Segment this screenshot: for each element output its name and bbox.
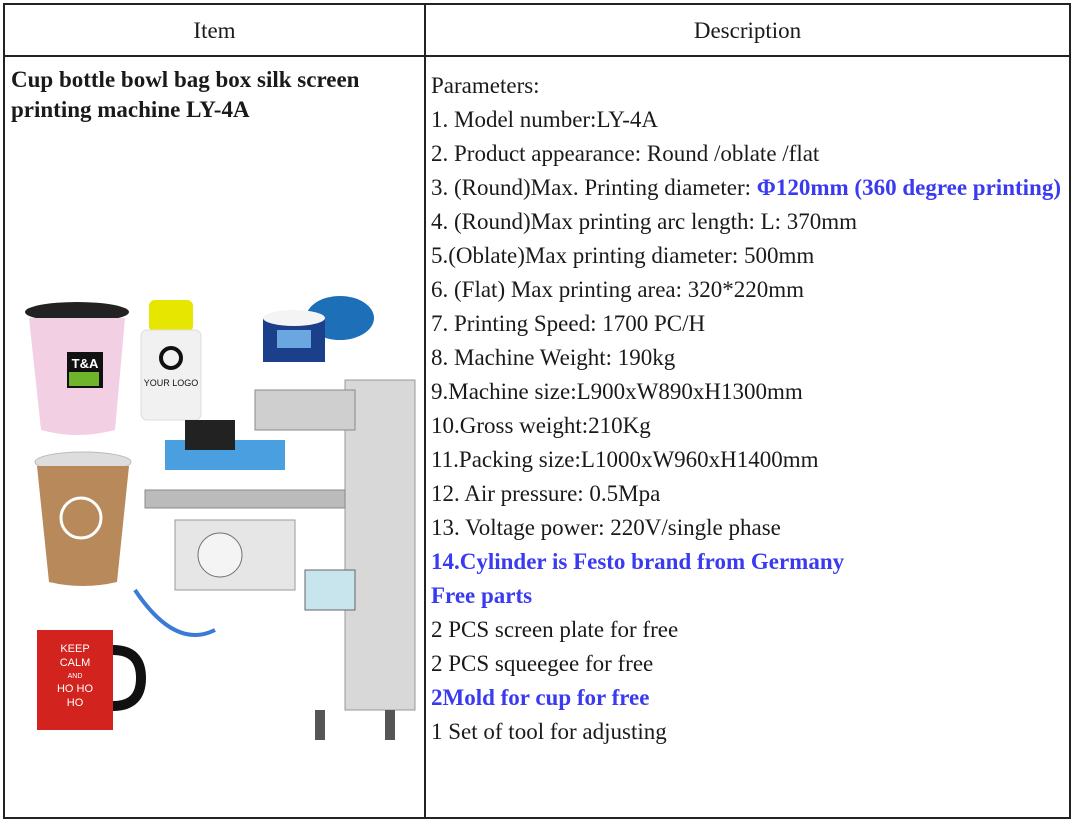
param-10: 10.Gross weight:210Kg bbox=[431, 413, 651, 438]
param-12: 12. Air pressure: 0.5Mpa bbox=[431, 481, 661, 506]
svg-text:HO HO: HO HO bbox=[56, 683, 94, 695]
svg-text:T&A: T&A bbox=[71, 356, 99, 371]
description-cell bbox=[431, 69, 1061, 749]
param-2: 2. Product appearance: Round /oblate /flat bbox=[431, 141, 820, 166]
param-3-highlight: Φ120mm (360 degree printing) bbox=[756, 175, 1061, 200]
param-7: 7. Printing Speed: 1700 PC/H bbox=[431, 311, 706, 336]
jar-image bbox=[263, 296, 374, 362]
svg-text:AND: AND bbox=[67, 673, 83, 680]
svg-text:HO: HO bbox=[66, 697, 84, 709]
free-part-2: 2 PCS squeegee for free bbox=[431, 651, 654, 676]
column-divider bbox=[424, 5, 426, 817]
param-5: 5.(Oblate)Max printing diameter: 500mm bbox=[431, 243, 815, 268]
svg-text:KEEP: KEEP bbox=[60, 643, 90, 655]
svg-text:CALM: CALM bbox=[59, 657, 91, 669]
header-item: Item bbox=[193, 18, 236, 43]
param-6: 6. (Flat) Max printing area: 320*220mm bbox=[431, 277, 805, 302]
free-part-4: 1 Set of tool for adjusting bbox=[431, 719, 667, 744]
param-13: 13. Voltage power: 220V/single phase bbox=[431, 515, 781, 540]
product-title: Cup bottle bowl bag box silk screen printing machine LY-4A bbox=[11, 67, 360, 122]
param-14: 14.Cylinder is Festo brand from Germany bbox=[431, 549, 845, 574]
param-4: 4. (Round)Max printing arc length: L: 370mm bbox=[431, 209, 858, 234]
param-11: 11.Packing size:L1000xW960xH1400mm bbox=[431, 447, 819, 472]
param-8: 8. Machine Weight: 190kg bbox=[431, 345, 676, 370]
param-3 bbox=[431, 171, 1061, 205]
header-divider bbox=[5, 55, 1069, 57]
svg-text:YOUR LOGO: YOUR LOGO bbox=[143, 378, 199, 388]
free-part-3: 2Mold for cup for free bbox=[431, 685, 650, 710]
param-9: 9.Machine size:L900xW890xH1300mm bbox=[431, 379, 803, 404]
free-parts-heading: Free parts bbox=[431, 583, 533, 608]
mug-image bbox=[37, 630, 141, 730]
bottle-image bbox=[141, 300, 201, 420]
spec-table bbox=[3, 3, 1071, 819]
machine-image bbox=[135, 380, 415, 740]
paper-cup-image bbox=[35, 452, 131, 586]
param-3-text: 3. (Round)Max. Printing diameter: bbox=[431, 175, 757, 200]
header-description: Description bbox=[693, 18, 802, 43]
plastic-cup-image bbox=[25, 302, 129, 435]
param-1: 1. Model number:LY-4A bbox=[431, 107, 659, 132]
product-image bbox=[15, 290, 420, 750]
free-part-1: 2 PCS screen plate for free bbox=[431, 617, 679, 642]
params-heading: Parameters: bbox=[431, 73, 540, 98]
